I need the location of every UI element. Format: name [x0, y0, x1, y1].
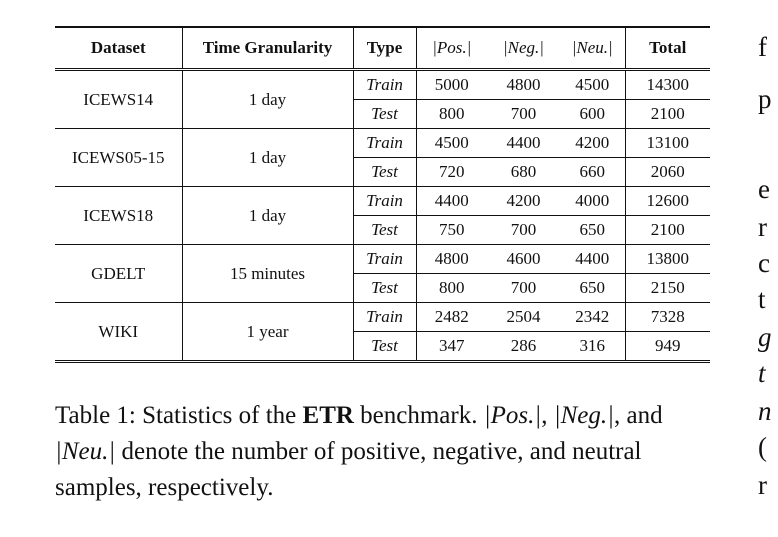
cell-neu: 316 [560, 332, 625, 362]
cell-time-granularity: 1 day [182, 129, 353, 187]
cell-type: Test [353, 274, 416, 303]
cell-pos: 347 [416, 332, 487, 362]
cell-neg: 4400 [487, 129, 560, 158]
cell-total: 12600 [625, 187, 710, 216]
cell-type: Train [353, 70, 416, 100]
header-type: Type [353, 27, 416, 70]
cell-type: Train [353, 303, 416, 332]
cell-type: Train [353, 245, 416, 274]
caption-neu: |Neu.| [55, 438, 116, 465]
cell-neu: 4000 [560, 187, 625, 216]
cell-pos: 800 [416, 100, 487, 129]
cell-dataset: ICEWS05-15 [55, 129, 182, 187]
caption-suffix: denote the number of positive, negative, and neutral samples, respectively. [55, 438, 642, 501]
table-caption [55, 398, 715, 506]
cell-pos: 4500 [416, 129, 487, 158]
cell-total: 13800 [625, 245, 710, 274]
cell-neg: 680 [487, 158, 560, 187]
cell-time-granularity: 1 day [182, 70, 353, 129]
statistics-table [55, 26, 710, 363]
cell-total: 949 [625, 332, 710, 362]
header-neu: |Neu.| [560, 27, 625, 70]
caption-neg: |Neg.| [553, 402, 615, 429]
caption-sep1: , [541, 402, 554, 429]
cell-neu: 4400 [560, 245, 625, 274]
header-neg: |Neg.| [487, 27, 560, 70]
cell-neg: 700 [487, 100, 560, 129]
cell-neu: 650 [560, 216, 625, 245]
cell-neu: 2342 [560, 303, 625, 332]
cell-type: Test [353, 332, 416, 362]
cell-total: 2060 [625, 158, 710, 187]
caption-sep2: , and [614, 402, 663, 429]
table-body [55, 70, 710, 362]
table-row [55, 245, 710, 274]
cell-neg: 4800 [487, 70, 560, 100]
statistics-table-container [55, 26, 710, 363]
cell-pos: 5000 [416, 70, 487, 100]
cell-neu: 600 [560, 100, 625, 129]
caption-pos: |Pos.| [483, 402, 542, 429]
table-row [55, 129, 710, 158]
cell-neu: 660 [560, 158, 625, 187]
cell-neg: 4200 [487, 187, 560, 216]
caption-prefix: Table 1: Statistics of the [55, 402, 303, 429]
cell-neu: 4200 [560, 129, 625, 158]
cell-neg: 2504 [487, 303, 560, 332]
cell-total: 2150 [625, 274, 710, 303]
header-dataset: Dataset [55, 27, 182, 70]
cell-type: Test [353, 158, 416, 187]
cell-dataset: WIKI [55, 303, 182, 362]
caption-benchmark-name: ETR [302, 402, 354, 429]
cell-type: Train [353, 129, 416, 158]
cell-neg: 4600 [487, 245, 560, 274]
cell-type: Train [353, 187, 416, 216]
cell-pos: 4400 [416, 187, 487, 216]
table-row [55, 70, 710, 100]
table-row [55, 303, 710, 332]
header-pos: |Pos.| [416, 27, 487, 70]
table-row [55, 187, 710, 216]
header-time-granularity: Time Granularity [182, 27, 353, 70]
cell-pos: 800 [416, 274, 487, 303]
cell-total: 14300 [625, 70, 710, 100]
cell-pos: 720 [416, 158, 487, 187]
cell-total: 2100 [625, 216, 710, 245]
cell-total: 7328 [625, 303, 710, 332]
cell-pos: 750 [416, 216, 487, 245]
cell-time-granularity: 1 year [182, 303, 353, 362]
cell-neg: 286 [487, 332, 560, 362]
cell-total: 2100 [625, 100, 710, 129]
cell-time-granularity: 15 minutes [182, 245, 353, 303]
cell-time-granularity: 1 day [182, 187, 353, 245]
table-header-row [55, 27, 710, 70]
cell-pos: 2482 [416, 303, 487, 332]
cell-dataset: ICEWS18 [55, 187, 182, 245]
cell-neu: 4500 [560, 70, 625, 100]
cell-dataset: ICEWS14 [55, 70, 182, 129]
caption-mid: benchmark. [353, 402, 484, 429]
cell-total: 13100 [625, 129, 710, 158]
cell-neg: 700 [487, 274, 560, 303]
cell-pos: 4800 [416, 245, 487, 274]
cell-dataset: GDELT [55, 245, 182, 303]
cell-neu: 650 [560, 274, 625, 303]
cell-type: Test [353, 100, 416, 129]
header-total: Total [625, 27, 710, 70]
cell-type: Test [353, 216, 416, 245]
cell-neg: 700 [487, 216, 560, 245]
